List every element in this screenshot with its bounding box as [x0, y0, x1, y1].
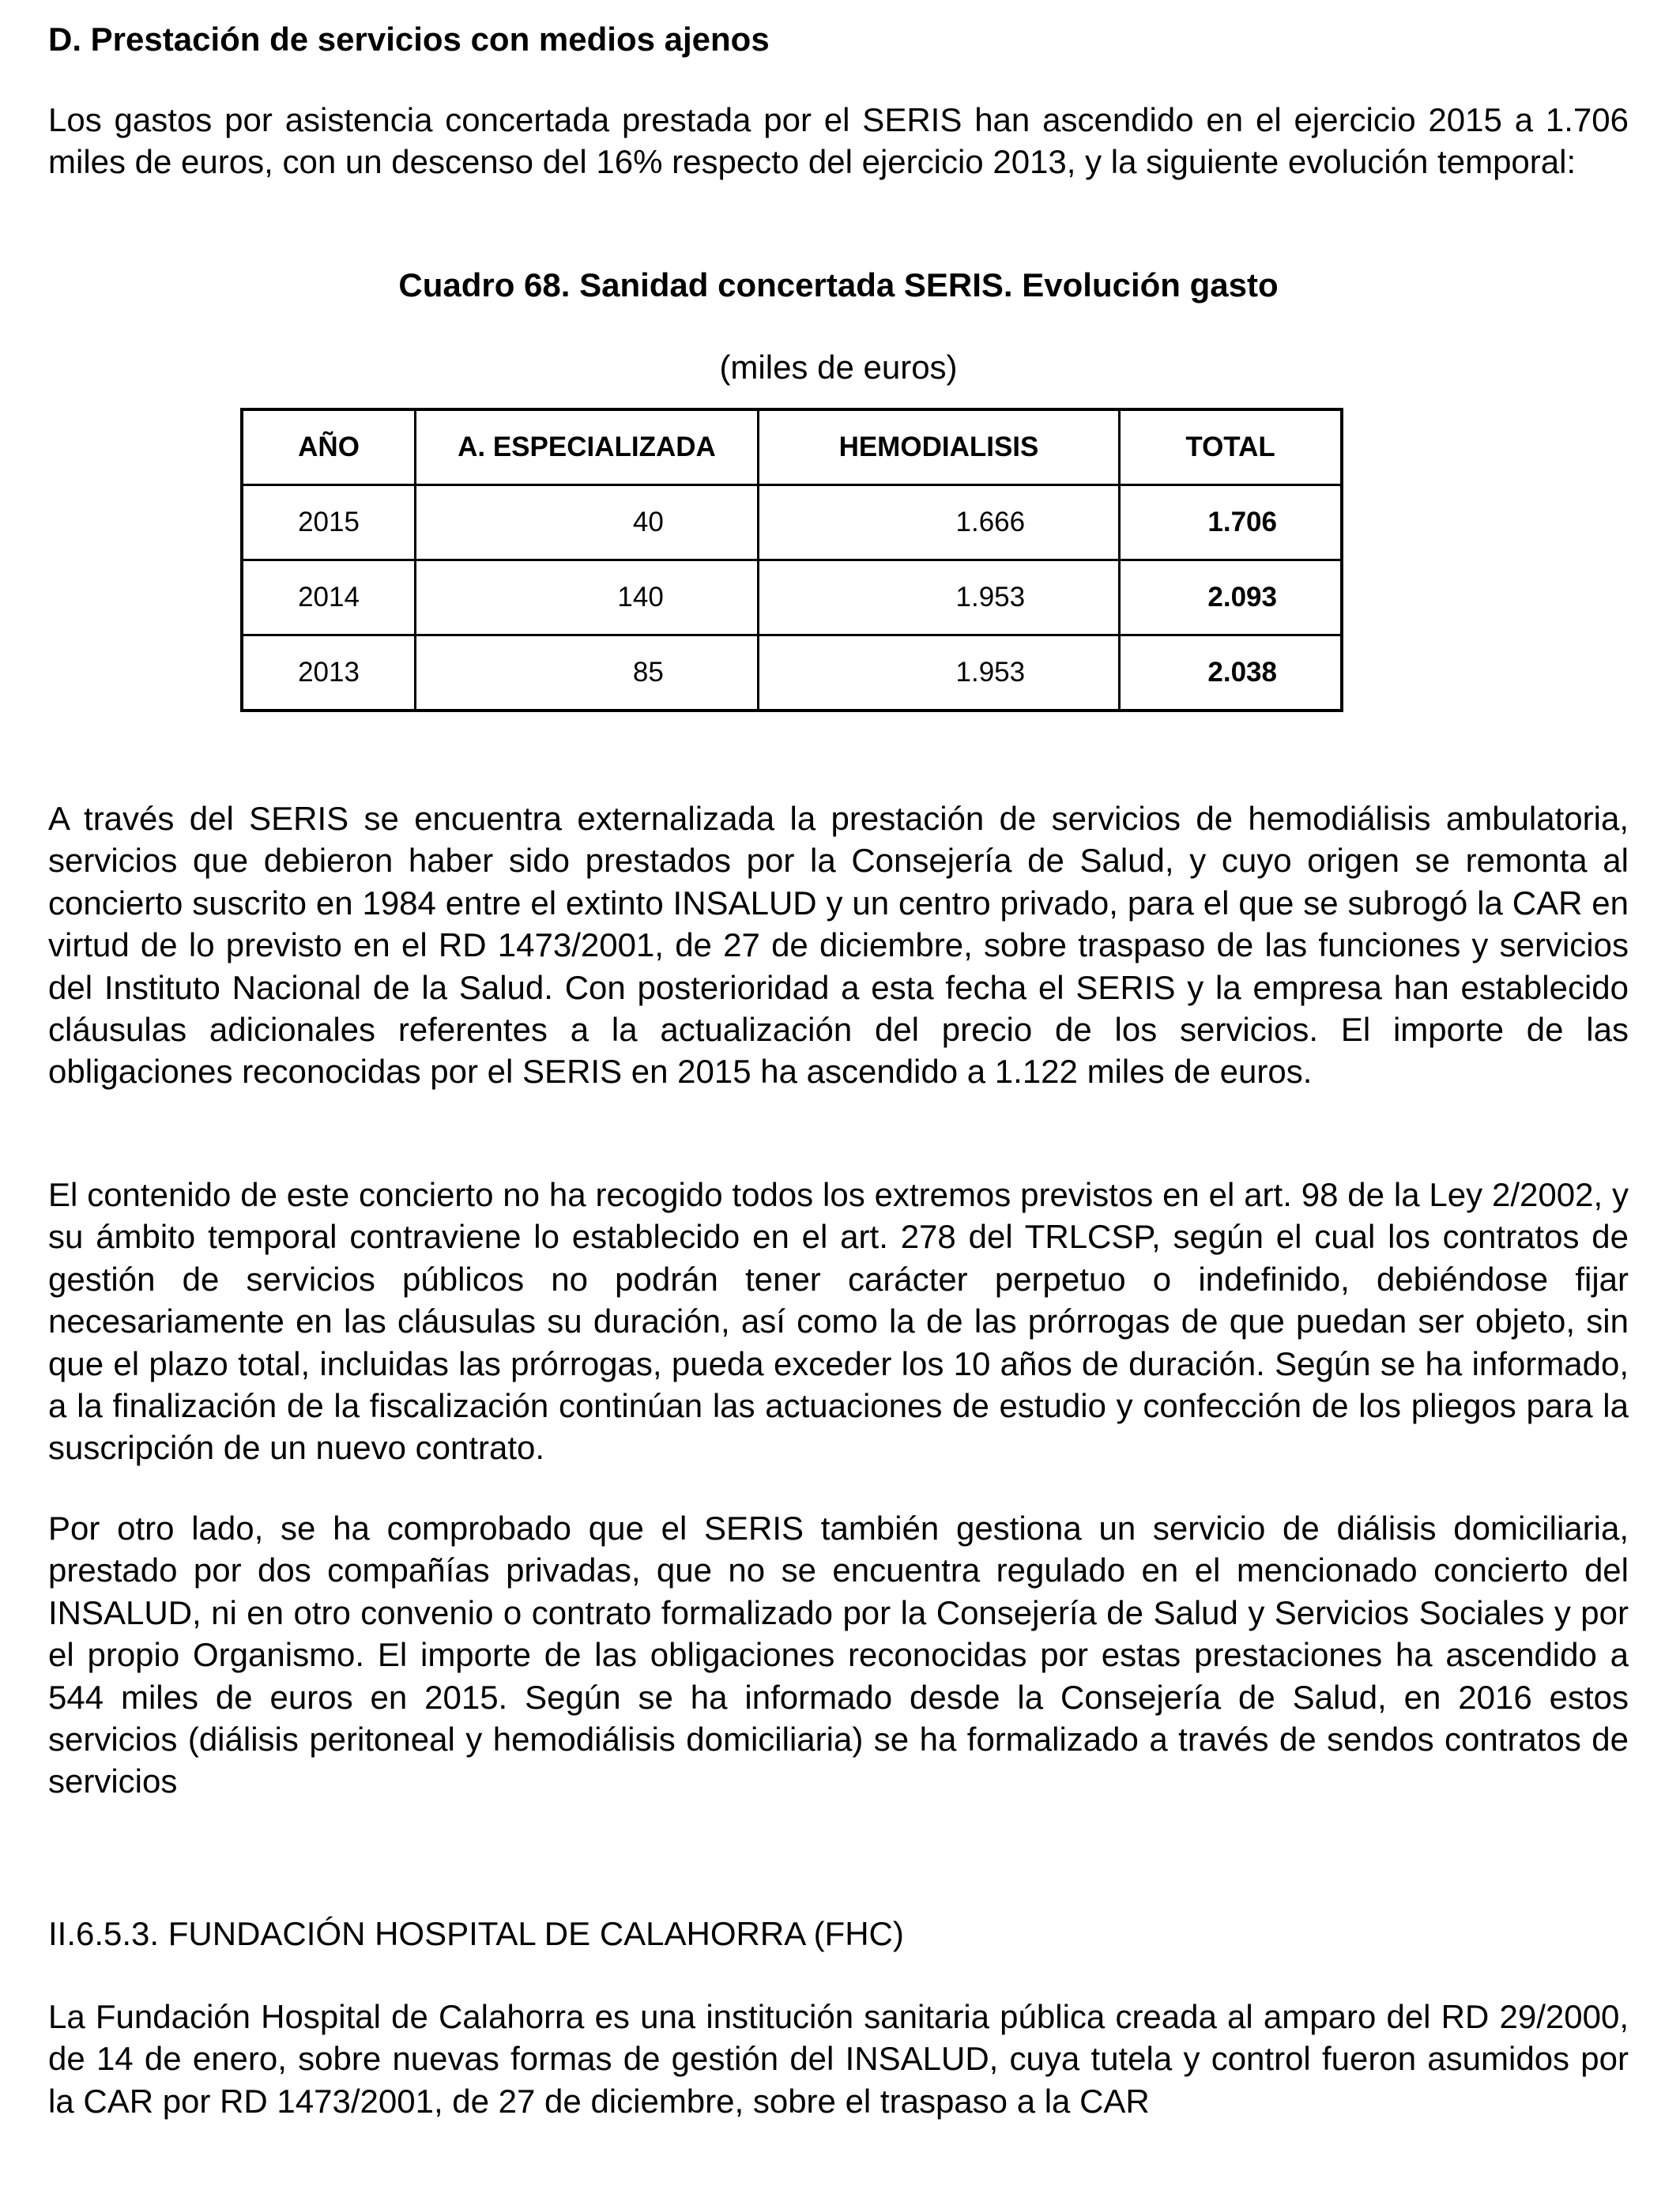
- section-fhc-heading: II.6.5.3. FUNDACIÓN HOSPITAL DE CALAHORRA (FHC): [48, 1915, 904, 1952]
- cell-hemodialysis: 1.953: [758, 560, 1119, 635]
- table-header-row: [242, 409, 1342, 485]
- expense-evolution-table: [240, 408, 1343, 712]
- table-units: (miles de euros): [719, 349, 958, 386]
- cell-hemodialysis: 1.666: [758, 485, 1119, 560]
- column-header-specialized: A. ESPECIALIZADA: [416, 409, 759, 485]
- table-row: [242, 485, 1342, 560]
- cell-year: 2014: [242, 560, 416, 635]
- cell-specialized: 40: [416, 485, 759, 560]
- cell-specialized: 85: [416, 635, 759, 711]
- column-header-year: AÑO: [242, 409, 416, 485]
- section-d-heading: D. Prestación de servicios con medios ajenos: [48, 21, 770, 58]
- table-row: [242, 560, 1342, 635]
- home-dialysis-paragraph: Por otro lado, se ha comprobado que el SERIS también gestiona un servicio de diálisis domiciliaria, prestado por dos compañías privadas, que no se encuentra regulado en el mencionado concierto del INSALUD, ni en otro convenio o contrato formalizado por la Consejería de Salud y Servicios Sociales y por el propio Organismo. El importe de las obligaciones reconocidas por estas prestaciones ha ascendido a 544 miles de euros en 2015. Según se ha informado desde la Consejería de Salud, en 2016 estos servicios (diálisis peritoneal y hemodiálisis domiciliaria) se ha formalizado a través de sendos contratos de servicios: [48, 1510, 1629, 1800]
- cell-total: 1.706: [1120, 485, 1342, 560]
- cell-year: 2015: [242, 485, 416, 560]
- cell-total: 2.093: [1120, 560, 1342, 635]
- contract-terms-paragraph: El contenido de este concierto no ha recogido todos los extremos previstos en el art. 98 de la Ley 2/2002, y su ámbito temporal contraviene lo establecido en el art. 278 del TRLCSP, según el cual los contratos de gestión de servicios públicos no podrán tener carácter perpetuo o indefinido, debiéndose fijar necesariamente en las cláusulas su duración, así como la de las prórrogas de que puedan ser objeto, sin que el plazo total, incluidas las prórrogas, pueda exceder los 10 años de duración. Según se ha informado, a la finalización de la fiscalización continúan las actuaciones de estudio y confección de los pliegos para la suscripción de un nuevo contrato.: [48, 1176, 1629, 1467]
- hemodialysis-outsourcing-paragraph: A través del SERIS se encuentra externalizada la prestación de servicios de hemodiálisis ambulatoria, servicios que debieron haber sido prestados por la Consejería de Salud, y cuyo origen se remonta al concierto suscrito en 1984 entre el extinto INSALUD y un centro privado, para el que se subrogó la CAR en virtud de lo previsto en el RD 1473/2001, de 27 de diciembre, sobre traspaso de las funciones y servicios del Instituto Nacional de la Salud. Con posterioridad a esta fecha el SERIS y la empresa han establecido cláusulas adicionales referentes a la actualización del precio de los servicios. El importe de las obligaciones reconocidas por el SERIS en 2015 ha ascendido a 1.122 miles de euros.: [48, 800, 1629, 1091]
- table-row: [242, 635, 1342, 711]
- table-title: Cuadro 68. Sanidad concertada SERIS. Evolución gasto: [398, 266, 1279, 303]
- section-d-intro-paragraph: Los gastos por asistencia concertada prestada por el SERIS han ascendido en el ejercicio 2015 a 1.706 miles de euros, con un descenso del 16% respecto del ejercicio 2013, y la siguiente evolución temporal:: [48, 101, 1629, 181]
- cell-hemodialysis: 1.953: [758, 635, 1119, 711]
- column-header-hemodialysis: HEMODIALISIS: [758, 409, 1119, 485]
- section-fhc-paragraph: La Fundación Hospital de Calahorra es una institución sanitaria pública creada al amparo del RD 29/2000, de 14 de enero, sobre nuevas formas de gestión del INSALUD, cuya tutela y control fueron asumidos por la CAR por RD 1473/2001, de 27 de diciembre, sobre el traspaso a la CAR: [48, 1998, 1629, 2120]
- cell-specialized: 140: [416, 560, 759, 635]
- cell-year: 2013: [242, 635, 416, 711]
- column-header-total: TOTAL: [1120, 409, 1342, 485]
- cell-total: 2.038: [1120, 635, 1342, 711]
